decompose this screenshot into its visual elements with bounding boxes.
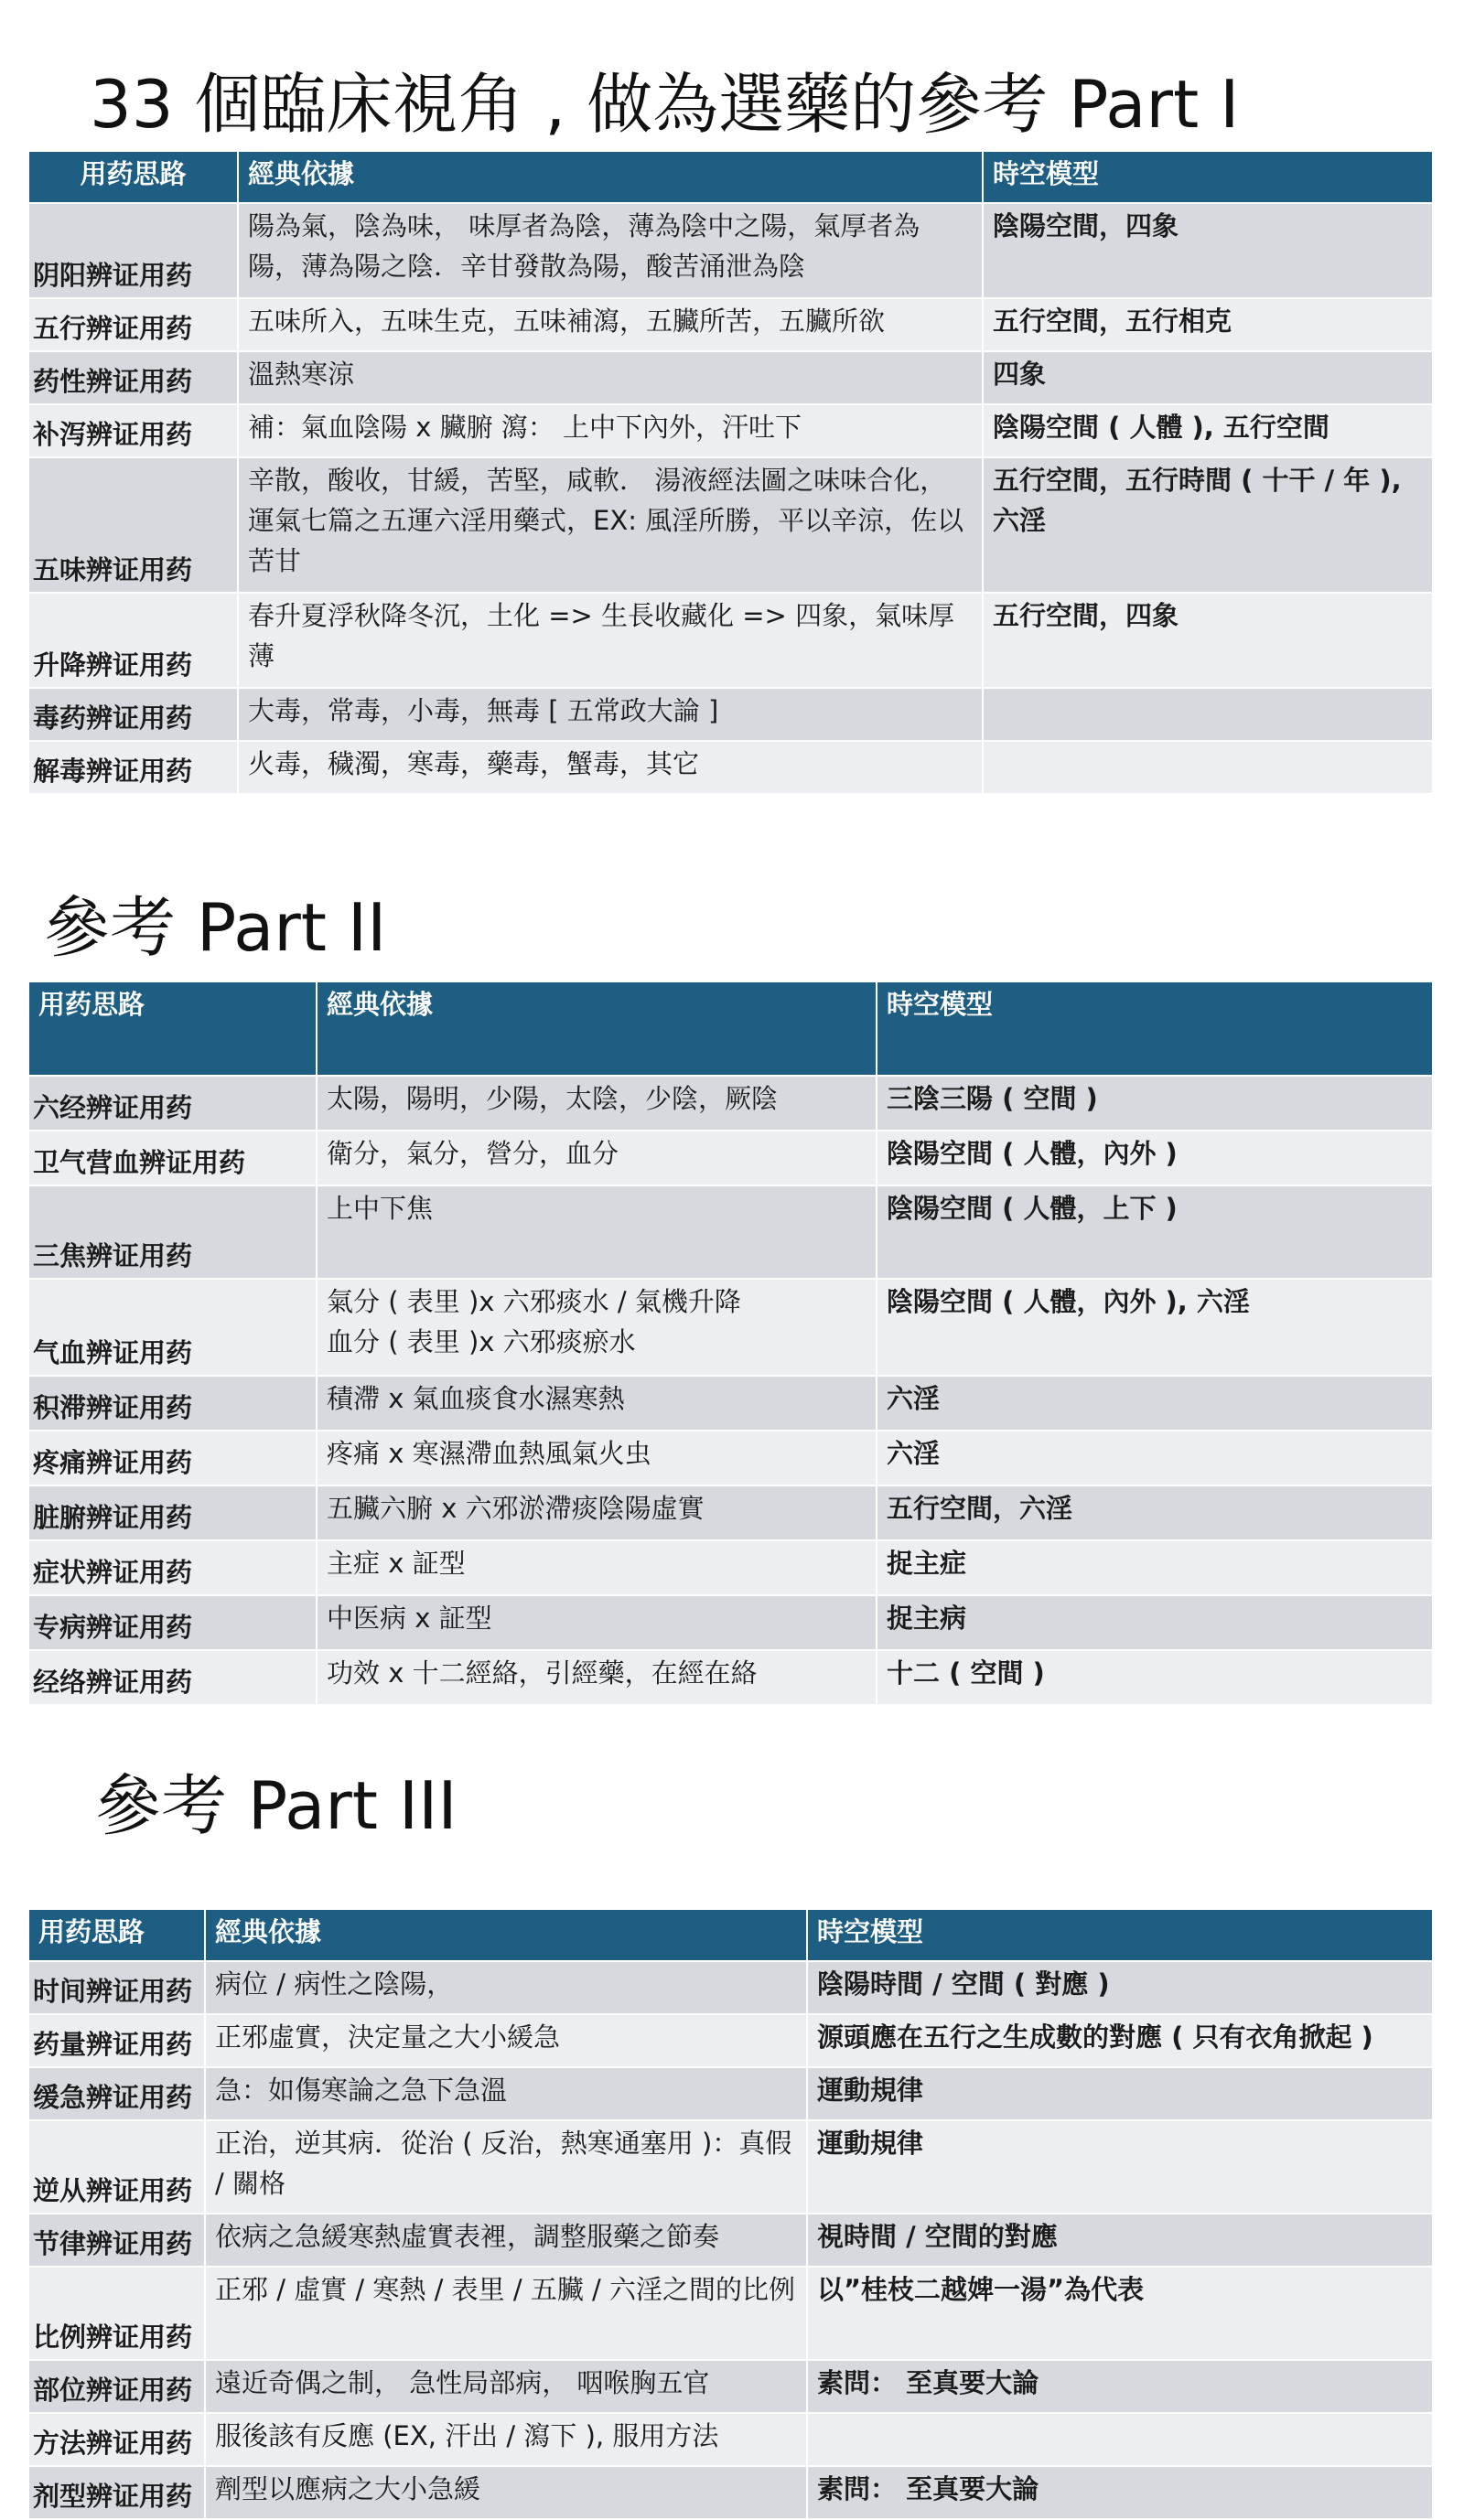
- row-approach: 药性辨证用药: [29, 351, 238, 404]
- row-approach: 剂型辨证用药: [29, 2466, 205, 2519]
- row-basis: 正邪虛實，決定量之大小緩急: [205, 2014, 807, 2067]
- row-approach: 解毒辨证用药: [29, 741, 238, 794]
- header-spacetime-model: 時空模型: [807, 1910, 1433, 1961]
- table-row: [29, 1076, 1433, 1131]
- row-approach: 毒药辨证用药: [29, 688, 238, 741]
- row-model: 陰陽空間 ( 人體，內外 ), 六淫: [877, 1279, 1433, 1376]
- row-approach: 气血辨证用药: [29, 1279, 317, 1376]
- table-row: [29, 351, 1433, 404]
- table-row: [29, 2014, 1433, 2067]
- row-model: 素問： 至真要大論: [807, 2360, 1433, 2413]
- row-basis: 疼痛 x 寒濕滯血熱風氣火虫: [317, 1431, 877, 1485]
- row-model: 五行空間，五行時間 ( 十干 / 年 ), 六淫: [983, 457, 1433, 593]
- row-basis: 中医病 x 証型: [317, 1595, 877, 1650]
- row-approach: 五味辨证用药: [29, 457, 238, 593]
- row-approach: 部位辨证用药: [29, 2360, 205, 2413]
- row-approach: 症状辨证用药: [29, 1540, 317, 1595]
- row-basis: 春升夏浮秋降冬沉，土化 => 生長收藏化 => 四象，氣味厚薄: [238, 593, 983, 688]
- table-row: [29, 298, 1433, 351]
- table-row: [29, 1431, 1433, 1485]
- row-model: 五行空間，六淫: [877, 1485, 1433, 1540]
- header-classic-basis: 經典依據: [238, 152, 983, 203]
- row-approach: 卫气营血辨证用药: [29, 1131, 317, 1185]
- header-approach: 用药思路: [29, 982, 317, 1076]
- row-basis: 太陽，陽明，少陽，太陰，少陰，厥陰: [317, 1076, 877, 1131]
- row-approach: 时间辨证用药: [29, 1961, 205, 2014]
- row-model: 源頭應在五行之生成數的對應 ( 只有衣角掀起 ): [807, 2014, 1433, 2067]
- row-approach: 比例辨证用药: [29, 2267, 205, 2360]
- row-model: [807, 2413, 1433, 2466]
- row-approach: 药量辨证用药: [29, 2014, 205, 2067]
- row-approach: 三焦辨证用药: [29, 1185, 317, 1279]
- row-model: 運動規律: [807, 2120, 1433, 2214]
- part3-title: 參考 Part III: [95, 1767, 458, 1844]
- row-model: 五行空間，四象: [983, 593, 1433, 688]
- row-basis: 正邪 / 虛實 / 寒熱 / 表里 / 五臟 / 六淫之間的比例: [205, 2267, 807, 2360]
- header-approach: 用药思路: [29, 1910, 205, 1961]
- row-model: 六淫: [877, 1431, 1433, 1485]
- row-approach: 疼痛辨证用药: [29, 1431, 317, 1485]
- header-classic-basis: 經典依據: [205, 1910, 807, 1961]
- table-row: [29, 1961, 1433, 2014]
- table-row: [29, 1279, 1433, 1376]
- row-basis: 火毒，穢濁，寒毒，藥毒，蟹毒，其它: [238, 741, 983, 794]
- row-approach: 脏腑辨证用药: [29, 1485, 317, 1540]
- row-approach: 积滞辨证用药: [29, 1376, 317, 1431]
- table-row: [29, 2120, 1433, 2214]
- row-model: 以”桂枝二越婢一湯”為代表: [807, 2267, 1433, 2360]
- header-approach: 用药思路: [29, 152, 238, 203]
- row-model: 運動規律: [807, 2067, 1433, 2120]
- row-basis: 大毒，常毒，小毒，無毒 [ 五常政大論 ]: [238, 688, 983, 741]
- row-approach: 方法辨证用药: [29, 2413, 205, 2466]
- row-approach: 专病辨证用药: [29, 1595, 317, 1650]
- header-classic-basis: 經典依據: [317, 982, 877, 1076]
- table-row: [29, 1540, 1433, 1595]
- row-basis: 正治，逆其病．從治 ( 反治，熱寒通塞用 )：真假 / 關格: [205, 2120, 807, 2214]
- table-row: [29, 741, 1433, 794]
- row-model: 捉主症: [877, 1540, 1433, 1595]
- row-basis: 衛分，氣分，營分，血分: [317, 1131, 877, 1185]
- table-row: [29, 593, 1433, 688]
- table-row: [29, 2466, 1433, 2519]
- header-spacetime-model: 時空模型: [983, 152, 1433, 203]
- table-row: [29, 1595, 1433, 1650]
- row-model: 陰陽空間 ( 人體，上下 ): [877, 1185, 1433, 1279]
- row-basis: 積滯 x 氣血痰食水濕寒熱: [317, 1376, 877, 1431]
- row-basis: 病位 / 病性之陰陽，: [205, 1961, 807, 2014]
- row-approach: 补泻辨证用药: [29, 404, 238, 457]
- table-row: [29, 404, 1433, 457]
- row-model: 五行空間，五行相克: [983, 298, 1433, 351]
- part2-title: 參考 Part II: [44, 889, 387, 966]
- row-model: 視時間 / 空間的對應: [807, 2214, 1433, 2267]
- part2-table-viewport: [0, 982, 1464, 1698]
- header-spacetime-model: 時空模型: [877, 982, 1433, 1076]
- row-approach: 五行辨证用药: [29, 298, 238, 351]
- row-model: 陰陽時間 / 空間 ( 對應 ): [807, 1961, 1433, 2014]
- row-model: 陰陽空間，四象: [983, 203, 1433, 298]
- table-row: [29, 2267, 1433, 2360]
- row-model: 四象: [983, 351, 1433, 404]
- row-model: 捉主病: [877, 1595, 1433, 1650]
- row-basis: 劑型以應病之大小急緩: [205, 2466, 807, 2519]
- row-basis: 五臟六腑 x 六邪淤滯痰陰陽虛實: [317, 1485, 877, 1540]
- table-row: [29, 2413, 1433, 2466]
- row-approach: 逆从辨证用药: [29, 2120, 205, 2214]
- row-model: 十二 ( 空間 ): [877, 1650, 1433, 1705]
- row-model: [983, 688, 1433, 741]
- row-model: 六淫: [877, 1376, 1433, 1431]
- table-row: [29, 688, 1433, 741]
- table-row: [29, 1650, 1433, 1705]
- row-approach: 六经辨证用药: [29, 1076, 317, 1131]
- row-basis: 遠近奇偶之制， 急性局部病， 咽喉胸五官: [205, 2360, 807, 2413]
- table-row: [29, 2214, 1433, 2267]
- row-basis: 辛散，酸收，甘緩，苦堅，咸軟． 湯液經法圖之味味合化，運氣七篇之五運六淫用藥式，EX: 風淫所勝，平以辛涼，佐以苦甘: [238, 457, 983, 593]
- row-basis: 急：如傷寒論之急下急溫: [205, 2067, 807, 2120]
- table-row: [29, 1131, 1433, 1185]
- row-approach: 升降辨证用药: [29, 593, 238, 688]
- row-approach: 节律辨证用药: [29, 2214, 205, 2267]
- row-model: 陰陽空間 ( 人體，內外 ): [877, 1131, 1433, 1185]
- row-model: 三陰三陽 ( 空間 ): [877, 1076, 1433, 1131]
- table-row: [29, 1185, 1433, 1279]
- row-basis: 功效 x 十二經絡，引經藥，在經在絡: [317, 1650, 877, 1705]
- row-basis: 五味所入，五味生克，五味補瀉，五臟所苦，五臟所欲: [238, 298, 983, 351]
- row-model: 素問： 至真要大論: [807, 2466, 1433, 2519]
- row-approach: 缓急辨证用药: [29, 2067, 205, 2120]
- row-basis: 氣分 ( 表里 )x 六邪痰水 / 氣機升降 血分 ( 表里 )x 六邪痰瘀水: [317, 1279, 877, 1376]
- table-row: [29, 2360, 1433, 2413]
- part1-title: 33 個臨床視角 , 做為選藥的參考 Part I: [90, 66, 1240, 143]
- row-basis: 補：氣血陰陽 x 臟腑 瀉： 上中下內外，汗吐下: [238, 404, 983, 457]
- table-row: [29, 457, 1433, 593]
- row-approach: 经络辨证用药: [29, 1650, 317, 1705]
- row-approach: 阴阳辨证用药: [29, 203, 238, 298]
- part2-table: [29, 982, 1434, 1706]
- row-basis: 服後該有反應 (EX, 汗出 / 瀉下 ), 服用方法: [205, 2413, 807, 2466]
- row-basis: 溫熱寒涼: [238, 351, 983, 404]
- table-row: [29, 203, 1433, 298]
- table-row: [29, 1376, 1433, 1431]
- part1-table: [29, 152, 1434, 795]
- row-basis: 上中下焦: [317, 1185, 877, 1279]
- row-basis: 陽為氣，陰為味， 味厚者為陰，薄為陰中之陽，氣厚者為陽，薄為陽之陰．辛甘發散為陽，酸苦涌泄為陰: [238, 203, 983, 298]
- row-basis: 主症 x 証型: [317, 1540, 877, 1595]
- row-model: 陰陽空間 ( 人體 ), 五行空間: [983, 404, 1433, 457]
- part3-table: [29, 1910, 1434, 2520]
- table-row: [29, 1485, 1433, 1540]
- table-row: [29, 2067, 1433, 2120]
- row-model: [983, 741, 1433, 794]
- row-basis: 依病之急緩寒熱虛實表裡，調整服藥之節奏: [205, 2214, 807, 2267]
